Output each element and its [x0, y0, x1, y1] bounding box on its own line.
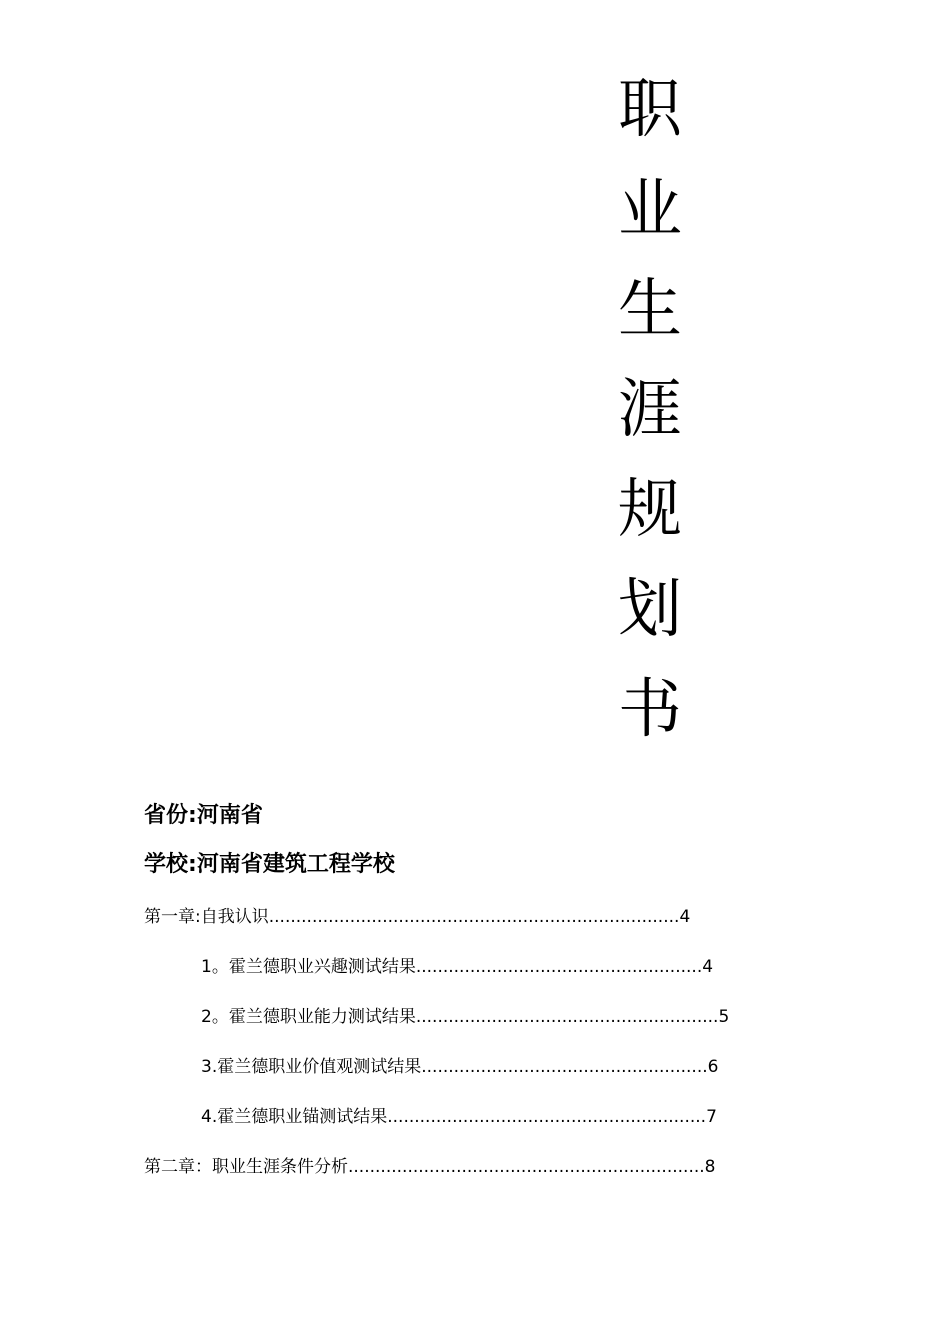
toc-page-number: 5 — [718, 1007, 730, 1027]
title-char: 涯 — [618, 373, 682, 447]
title-char: 规 — [618, 473, 682, 547]
province-label: 省份 — [144, 803, 189, 828]
toc-page-number: 7 — [706, 1107, 717, 1127]
toc-entry-1-1[interactable] — [201, 955, 713, 979]
toc-page-number: 6 — [707, 1057, 719, 1077]
province-separator: : — [188, 803, 197, 828]
toc-entry-chapter-1[interactable] — [144, 905, 690, 929]
title-char: 职 — [618, 73, 682, 147]
toc-page-number: 4 — [679, 907, 691, 927]
school-label: 学校 — [144, 852, 189, 877]
school-value: 河南省建筑工程学校 — [196, 852, 395, 877]
toc-leader-dots: .................................................................. — [348, 1157, 705, 1177]
toc-entry-title: 3.霍兰德职业价值观测试结果 — [201, 1057, 422, 1077]
toc-entry-1-3[interactable] — [201, 1055, 718, 1079]
toc-entry-title: 4.霍兰德职业锚测试结果 — [201, 1107, 388, 1127]
title-char: 书 — [618, 673, 682, 747]
school-separator: : — [188, 852, 197, 877]
toc-entry-chapter-2[interactable] — [144, 1155, 715, 1179]
province-line — [144, 801, 263, 831]
toc-page-number: 4 — [702, 957, 714, 977]
title-char: 划 — [618, 573, 682, 647]
toc-leader-dots: ..................................................... — [421, 1057, 708, 1077]
toc-entry-title: 1。霍兰德职业兴趣测试结果 — [201, 957, 416, 977]
toc-leader-dots: ..................................................... — [415, 957, 703, 977]
title-char: 生 — [618, 273, 682, 347]
toc-page-number: 8 — [704, 1157, 716, 1177]
toc-leader-dots: ............................................................................ — [268, 907, 680, 927]
toc-entry-title: 2。霍兰德职业能力测试结果 — [201, 1007, 416, 1027]
school-line — [144, 850, 395, 880]
document-title — [612, 70, 688, 770]
province-value: 河南省 — [196, 803, 263, 828]
toc-entry-title: 第二章：职业生涯条件分析 — [144, 1157, 348, 1177]
toc-leader-dots: ........................................................ — [415, 1007, 719, 1027]
title-char: 业 — [618, 173, 682, 247]
toc-entry-1-2[interactable] — [201, 1005, 729, 1029]
toc-leader-dots: ........................................................... — [387, 1107, 707, 1127]
toc-entry-1-4[interactable] — [201, 1105, 717, 1129]
toc-entry-title: 第一章:自我认识 — [144, 907, 269, 927]
